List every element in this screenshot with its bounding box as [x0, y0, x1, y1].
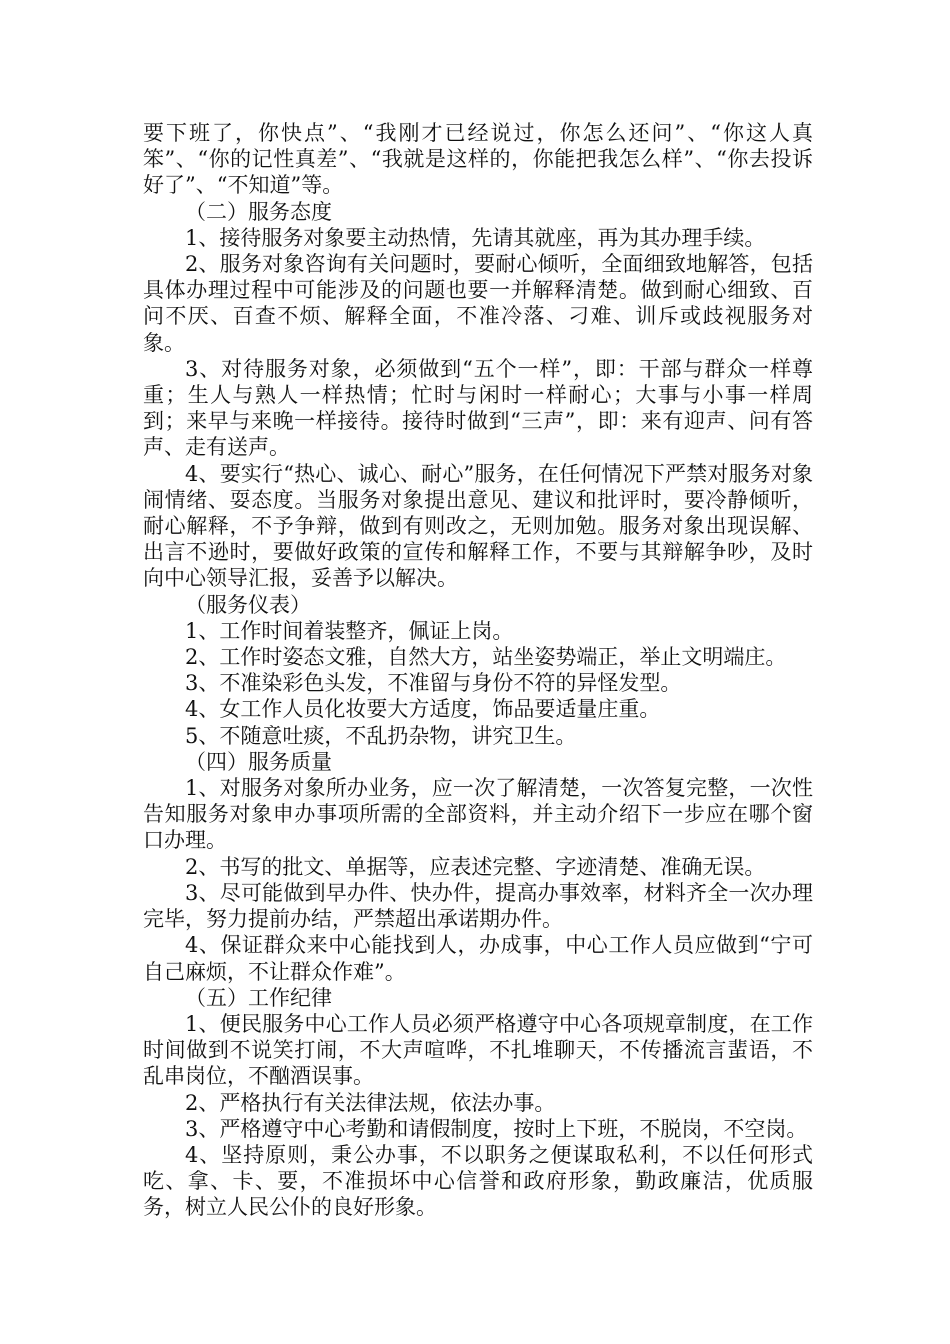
paragraph-item: 1、便民服务中心工作人员必须严格遵守中心各项规章制度，在工作时间做到不说笑打闹，不大声喧哗，不扎堆聊天，不传播流言蜚语，不乱串岗位，不酗酒误事。: [143, 1011, 813, 1089]
paragraph-continuation: 要下班了，你快点”、“我刚才已经说过，你怎么还问”、“你这人真笨”、“你的记性真差”、“我就是这样的，你能把我怎么样”、“你去投诉好了”、“不知道”等。: [143, 121, 813, 198]
paragraph-item: 3、对待服务对象，必须做到“五个一样”，即：干部与群众一样尊重；生人与熟人一样热情；忙时与闲时一样耐心；大事与小事一样周到；来早与来晚一样接待。接待时做到“三声”，即：来有迎声、问有答声、走有送声。: [143, 356, 813, 460]
paragraph-item: 1、工作时间着装整齐，佩证上岗。: [185, 618, 514, 643]
section-heading-work-discipline: （五）工作纪律: [185, 985, 332, 1010]
paragraph-item: 4、坚持原则，秉公办事，不以职务之便谋取私利，不以任何形式吃、拿、卡、要，不准损坏中心信誉和政府形象，勤政廉洁，优质服务，树立人民公仆的良好形象。: [143, 1142, 813, 1220]
section-heading-service-attitude: （二）服务态度: [185, 199, 332, 224]
paragraph-item: 5、不随意吐痰，不乱扔杂物，讲究卫生。: [185, 723, 577, 748]
paragraph-item: 2、严格执行有关法律法规，依法办事。: [185, 1090, 556, 1115]
paragraph-item: 2、工作时姿态文雅，自然大方，站坐姿势端正，举止文明端庄。: [185, 645, 787, 670]
paragraph-item: 2、书写的批文、单据等，应表述完整、字迹清楚、准确无误。: [185, 854, 766, 879]
paragraph-item: 4、保证群众来中心能找到人，办成事，中心工作人员应做到“宁可自己麻烦，不让群众作难”。: [143, 933, 813, 984]
paragraph-item: 3、不准染彩色头发，不准留与身份不符的异怪发型。: [185, 671, 682, 696]
section-heading-service-appearance: （服务仪表）: [185, 592, 311, 617]
paragraph-item: 4、要实行“热心、诚心、耐心”服务，在任何情况下严禁对服务对象闹情绪、耍态度。当服务对象提出意见、建议和批评时，要冷静倾听，耐心解释，不予争辩，做到有则改之，无则加勉。服务对象出现误解、出言不逊时，要做好政策的宣传和解释工作，不要与其辩解争吵，及时向中心领导汇报，妥善予以解决。: [143, 461, 813, 591]
paragraph-item: 1、接待服务对象要主动热情，先请其就座，再为其办理手续。: [185, 225, 766, 250]
document-body: [143, 120, 813, 1221]
paragraph-item: 3、严格遵守中心考勤和请假制度，按时上下班，不脱岗，不空岗。: [185, 1116, 808, 1141]
paragraph-item: 4、女工作人员化妆要大方适度，饰品要适量庄重。: [185, 697, 661, 722]
paragraph-item: 2、服务对象咨询有关问题时，要耐心倾听，全面细致地解答，包括具体办理过程中可能涉及的问题也要一并解释清楚。做到耐心细致、百问不厌、百查不烦、解释全面，不准冷落、刁难、训斥或歧视服务对象。: [143, 252, 813, 355]
section-heading-service-quality: （四）服务质量: [185, 749, 332, 774]
paragraph-item: 1、对服务对象所办业务，应一次了解清楚，一次答复完整，一次性告知服务对象申办事项所需的全部资料，并主动介绍下一步应在哪个窗口办理。: [143, 776, 813, 853]
paragraph-item: 3、尽可能做到早办件、快办件，提高办事效率，材料齐全一次办理完毕，努力提前办结，严禁超出承诺期办件。: [143, 880, 813, 932]
